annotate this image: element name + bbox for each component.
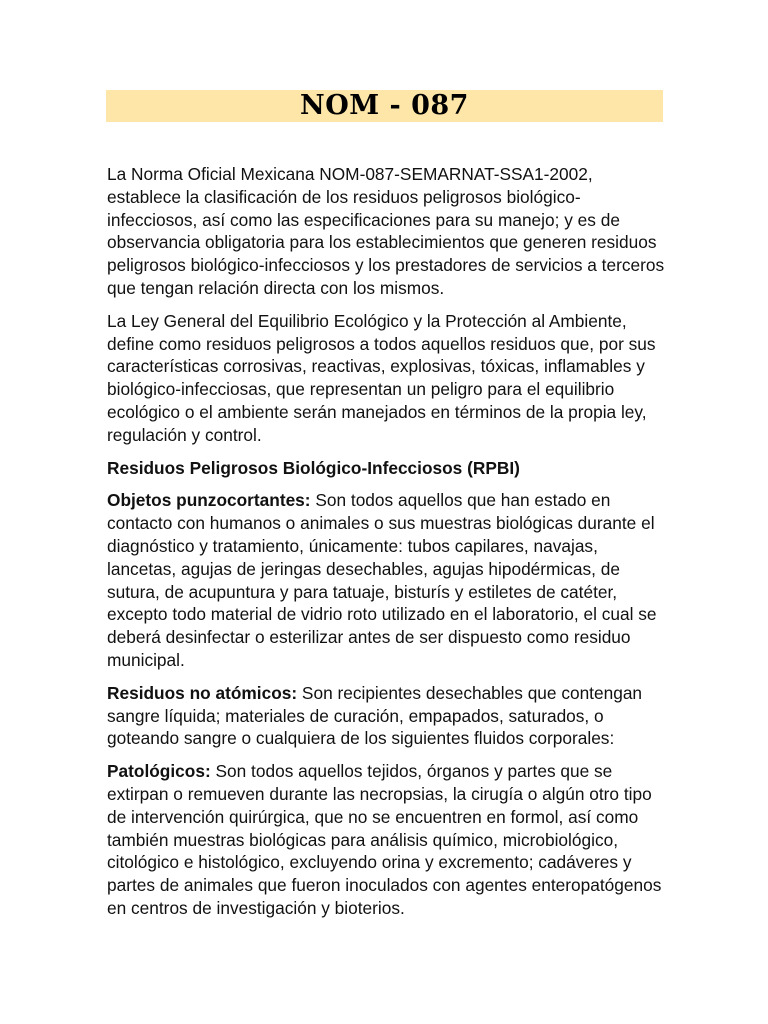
- title-banner: [106, 90, 663, 122]
- definition-term: Objetos punzocortantes:: [107, 490, 311, 511]
- document-title: NOM - 087: [300, 90, 469, 121]
- definition-text: Son todos aquellos tejidos, órganos y partes que se extirpan o remueven durante las necropsias, la cirugía o algún otro tipo de intervención quirúrgica, que no se encuentren en formol, así como también muestras biológicas para análisis químico, microbiológico, citológico e histológico, excluyendo orina y excremento; cadáveres y partes de animales que fueron inoculados con agentes enteropatógenos en centros de investigación y bioterios.: [107, 761, 662, 918]
- definition-term: Residuos no atómicos:: [107, 682, 298, 703]
- intro-paragraph: La Norma Oficial Mexicana NOM-087-SEMARNAT-SSA1-2002, establece la clasificación de los residuos peligrosos biológico-infecciosos, así como las especificaciones para su manejo; y es de observancia obligatoria para los establecimientos que generen residuos peligrosos biológico-infecciosos y los prestadores de servicios a terceros que tengan relación directa con los mismos.: [107, 164, 665, 298]
- document-body: [107, 163, 667, 930]
- definition-item-no-atomicos: [107, 682, 667, 750]
- definition-text: Son recipientes desechables que contengan sangre líquida; materiales de curación, empapados, saturados, o goteando sangre o cualquiera de los siguientes fluidos corporales:: [107, 682, 643, 749]
- ley-paragraph: La Ley General del Equilibrio Ecológico y la Protección al Ambiente, define como residuos peligrosos a todos aquellos residuos que, por sus características corrosivas, reactivas, explosivas, tóxicas, inflamables y biológico-infecciosas, que representan un peligro para el equilibrio ecológico o el ambiente serán manejados en términos de la propia ley, regulación y control.: [107, 310, 656, 445]
- section-heading: Residuos Peligrosos Biológico-Infecciosos (RPBI): [107, 457, 520, 478]
- definition-term: Patológicos:: [107, 761, 211, 782]
- definition-item-patologicos: [107, 760, 667, 920]
- definition-text: Son todos aquellos que han estado en contacto con humanos o animales o sus muestras biológicas durante el diagnóstico y tratamiento, únicamente: tubos capilares, navajas, lancetas, agujas de jeringas desechables, agujas hipodérmicas, de sutura, de acupuntura y para tatuaje, bisturís y estiletes de catéter, excepto todo material de vidrio roto utilizado en el laboratorio, el cual se deberá desinfectar o esterilizar antes de ser dispuesto como residuo municipal.: [107, 490, 657, 670]
- definition-item-punzocortantes: [107, 489, 667, 671]
